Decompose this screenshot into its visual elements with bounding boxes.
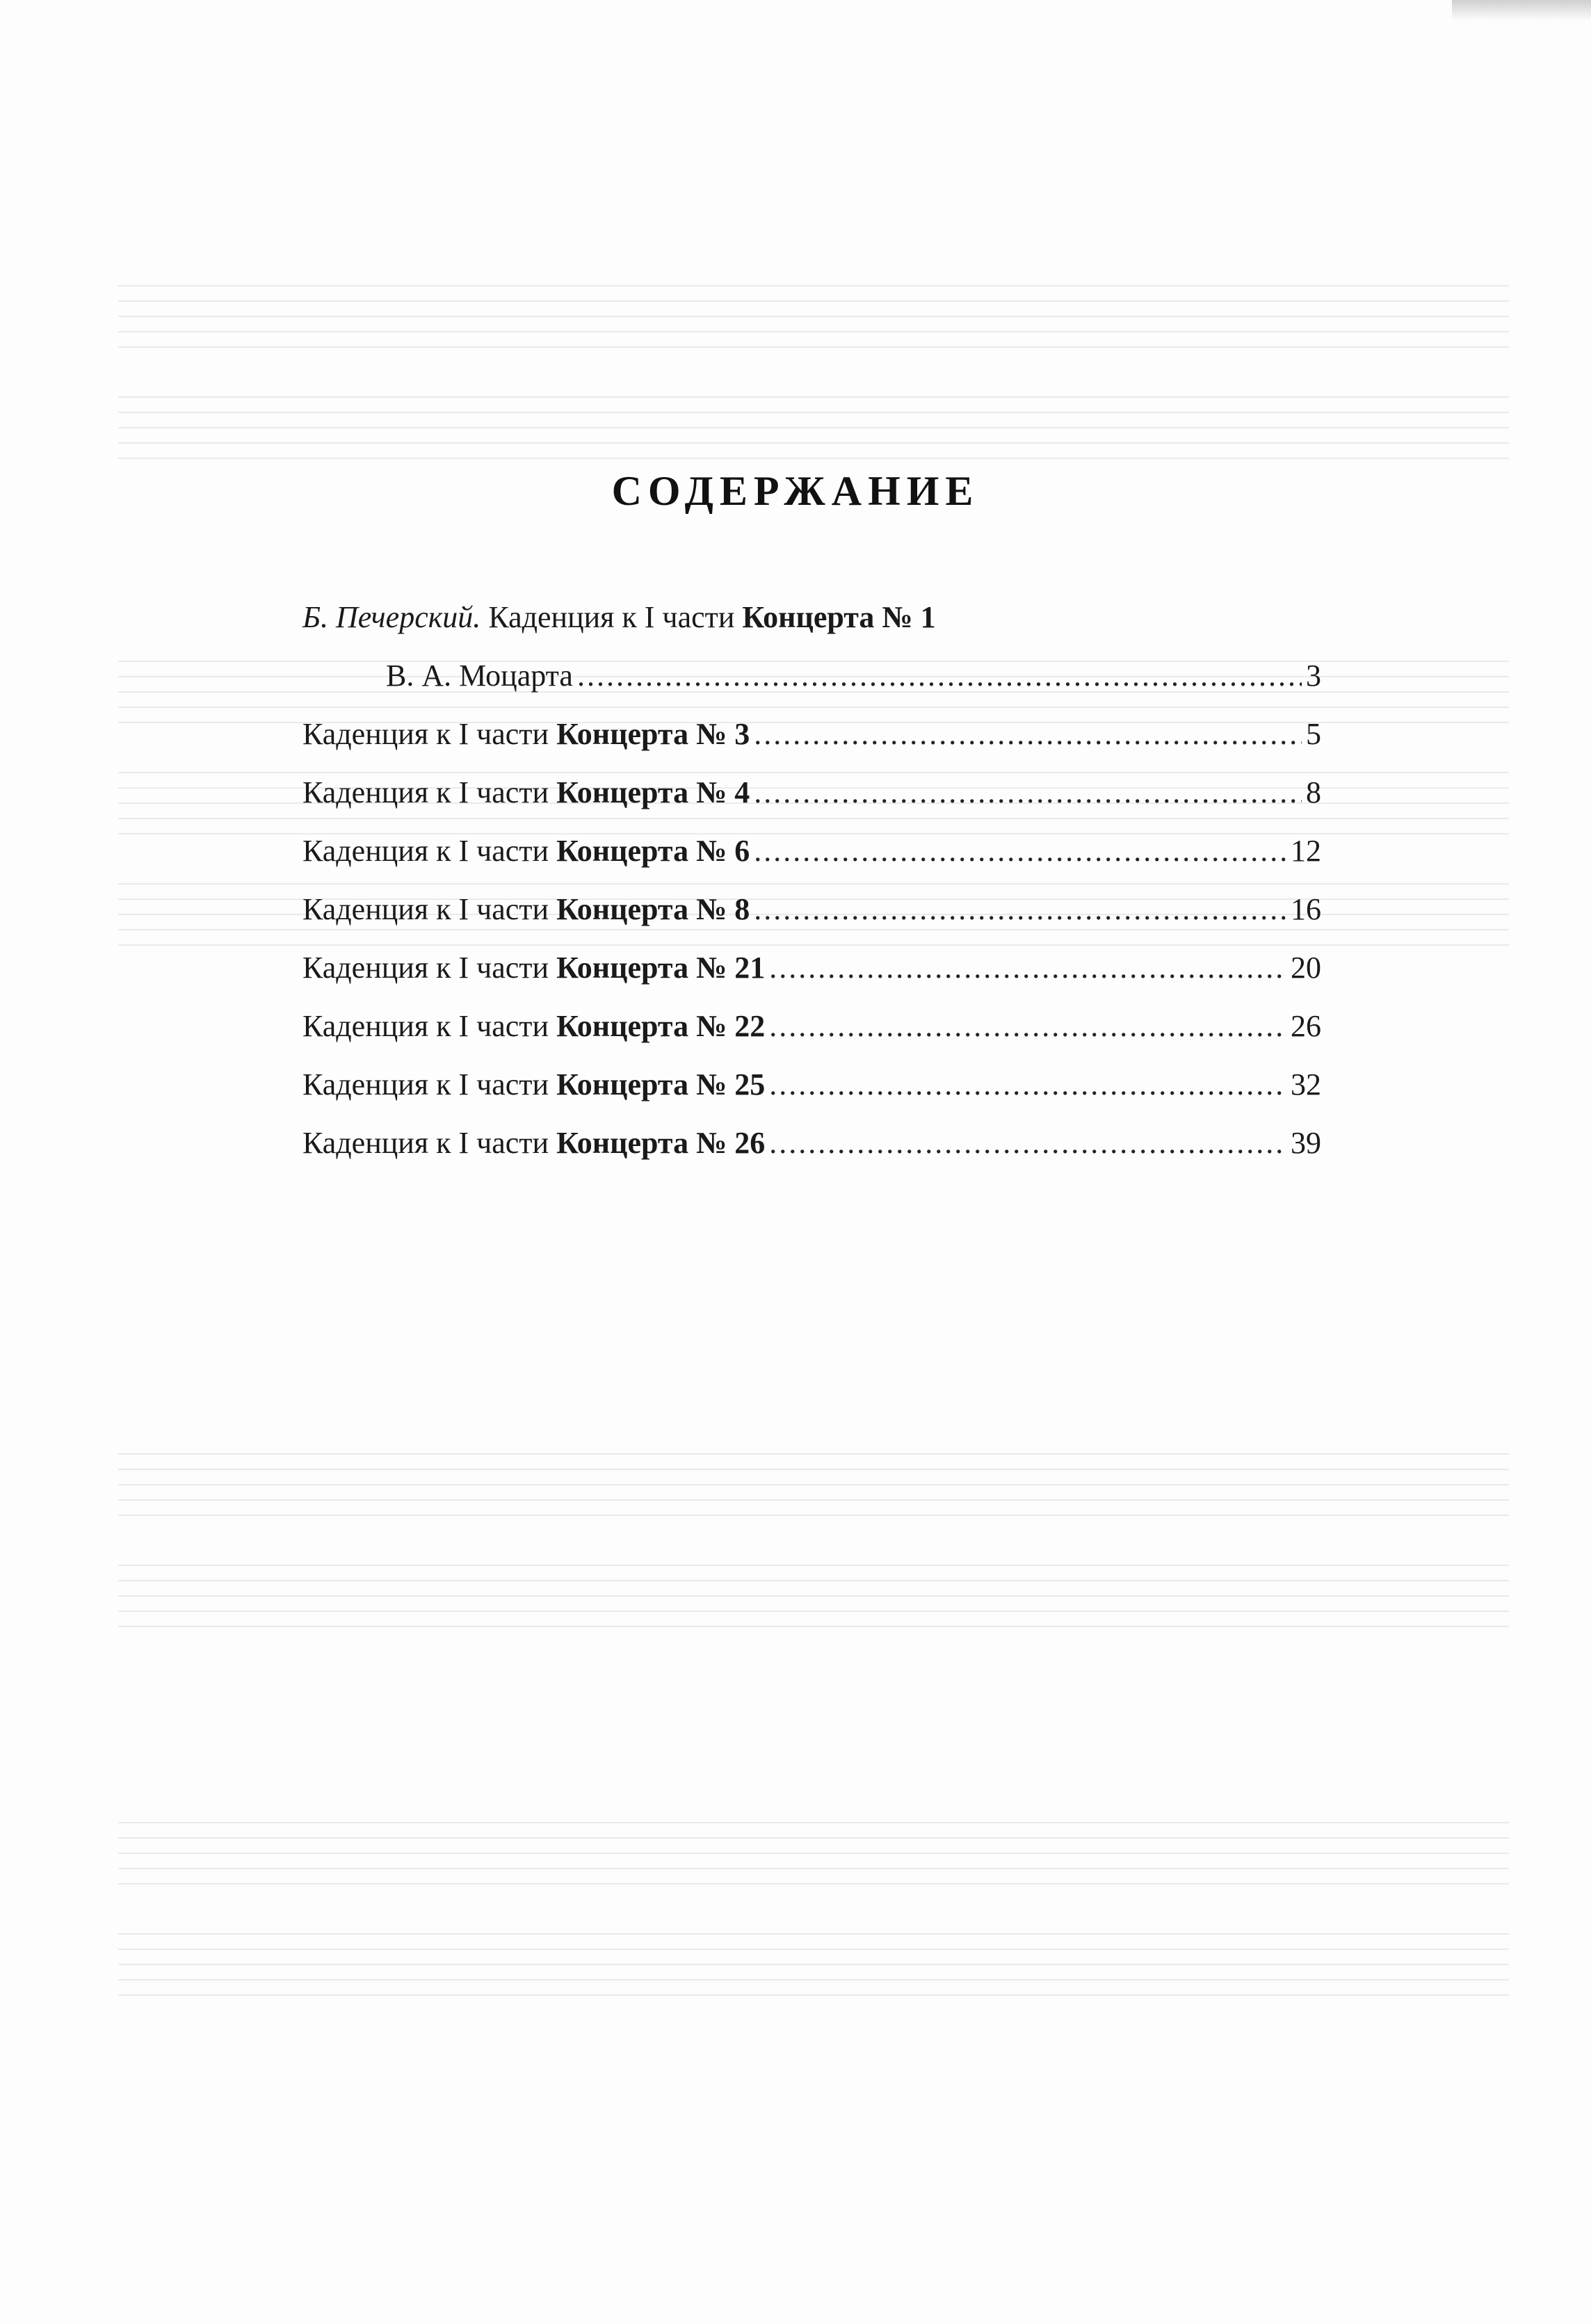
toc-entry[interactable] — [302, 939, 1321, 997]
toc-entry-label: Каденция к I части Концерта № 22 — [302, 1009, 766, 1043]
toc-entry[interactable] — [302, 1056, 1321, 1114]
leader-dots — [754, 822, 1286, 880]
toc-entry-text: Каденция к I части — [488, 600, 735, 634]
toc-page-number: 39 — [1291, 1126, 1321, 1160]
toc-page-number: 3 — [1306, 659, 1321, 693]
toc-page-number: 20 — [1291, 951, 1321, 985]
toc-author: Б. Печерский. — [302, 600, 481, 634]
toc-entry-label: Каденция к I части Концерта № 3 — [302, 717, 750, 751]
toc-page-number: 32 — [1291, 1067, 1321, 1102]
toc-entry-label: Каденция к I части Концерта № 21 — [302, 951, 766, 985]
toc-entry-concerto: Концерта № 1 — [742, 600, 936, 634]
leader-dots — [769, 1056, 1286, 1114]
toc-entry[interactable] — [302, 705, 1321, 764]
leader-dots — [577, 647, 1302, 705]
toc-entry[interactable] — [302, 764, 1321, 822]
toc-entry-label: Каденция к I части Концерта № 6 — [302, 834, 750, 868]
leader-dots — [754, 880, 1286, 939]
toc-entry-1-line-1 — [302, 588, 1321, 647]
toc-page-number: 16 — [1291, 892, 1321, 926]
toc-entry[interactable] — [302, 880, 1321, 939]
leader-dots — [754, 705, 1302, 764]
toc-entry-label: Каденция к I части Концерта № 25 — [302, 1067, 766, 1102]
toc-entry[interactable] — [302, 1114, 1321, 1172]
toc-page-number: 8 — [1306, 775, 1321, 809]
scan-shadow — [1452, 0, 1591, 21]
toc-entry-label: Каденция к I части Концерта № 8 — [302, 892, 750, 926]
toc-entry-continuation: В. А. Моцарта — [386, 659, 573, 693]
toc-entry-label: Каденция к I части Концерта № 26 — [302, 1126, 766, 1160]
leader-dots — [769, 939, 1286, 997]
leader-dots — [754, 764, 1302, 822]
leader-dots — [769, 997, 1286, 1056]
leader-dots — [769, 1114, 1286, 1172]
toc-page-number: 12 — [1291, 834, 1321, 868]
toc-entry-label: Каденция к I части Концерта № 4 — [302, 775, 750, 809]
table-of-contents — [302, 588, 1321, 1172]
page-title: СОДЕРЖАНИЕ — [611, 468, 980, 514]
show-through-staves-bottom — [118, 1822, 1509, 2044]
toc-entry[interactable] — [302, 822, 1321, 880]
toc-entry-1-line-2[interactable] — [302, 647, 1321, 705]
toc-page-number: 26 — [1291, 1009, 1321, 1043]
show-through-staves-lower — [118, 1453, 1509, 1676]
toc-entry[interactable] — [302, 997, 1321, 1056]
toc-page-number: 5 — [1306, 717, 1321, 751]
